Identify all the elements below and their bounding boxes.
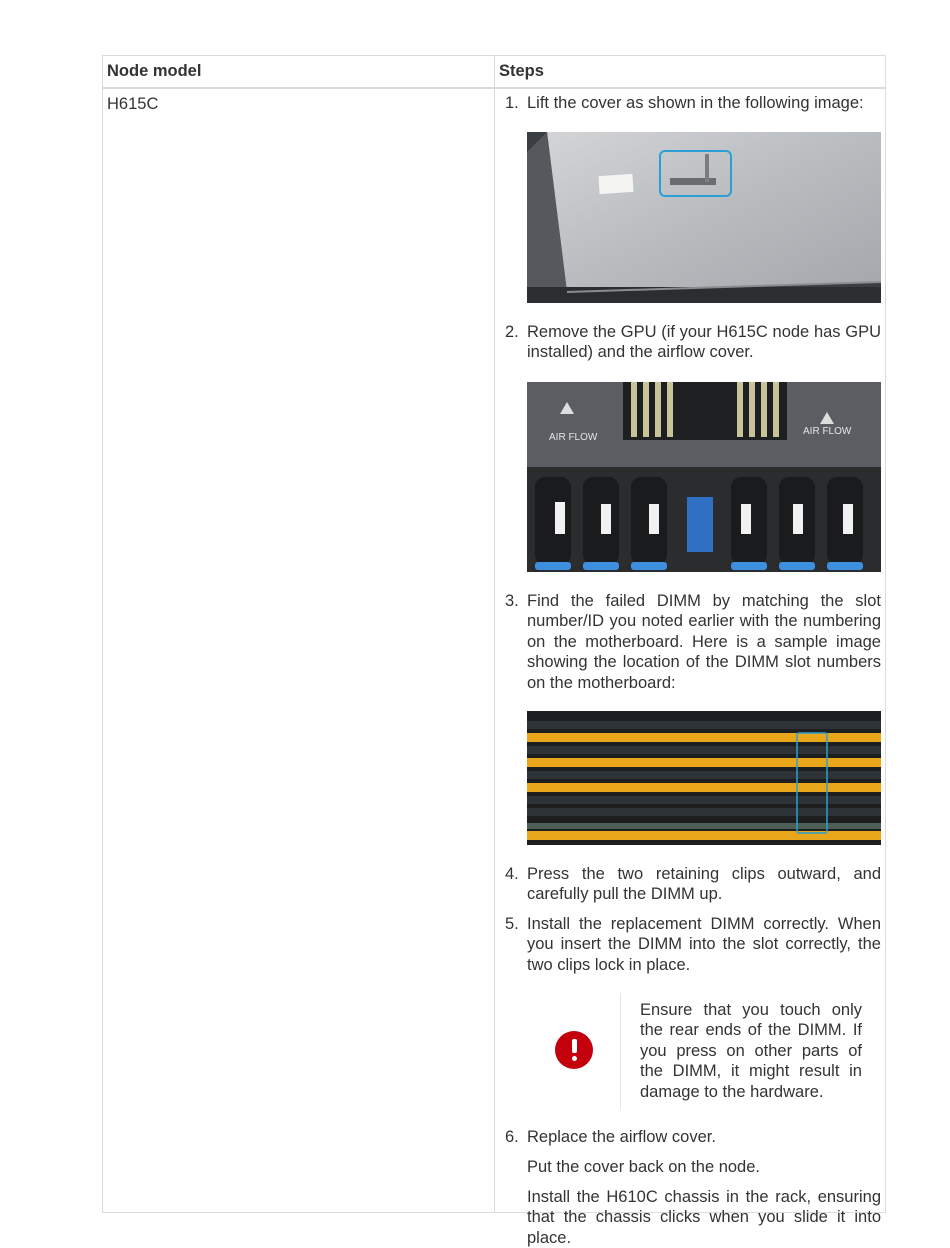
- step-6-number: 6.: [505, 1128, 519, 1146]
- cover-photo: [527, 132, 881, 303]
- warning-icon: [555, 1031, 593, 1069]
- step-4-text: Press the two retaining clips outward, and carefully pull the DIMM up.: [527, 865, 881, 904]
- header-node-model: Node model: [107, 62, 202, 80]
- followup-2: Install the H610C chassis in the rack, ensuring that the chassis clicks when you slide it into place.: [527, 1188, 881, 1247]
- step-3-number: 3.: [505, 592, 519, 610]
- followup-1: Put the cover back on the node.: [527, 1158, 760, 1176]
- step-2-number: 2.: [505, 323, 519, 341]
- warning-text: Ensure that you touch only the rear ends of the DIMM. If you press on other parts of the DIMM, it might result in damage to the hardware.: [640, 1001, 862, 1101]
- step-2-text: Remove the GPU (if your H615C node has GPU installed) and the airflow cover.: [527, 323, 881, 362]
- note-divider: [620, 993, 621, 1109]
- header-steps: Steps: [499, 62, 544, 80]
- step-1-number: 1.: [505, 94, 519, 112]
- step-5-text: Install the replacement DIMM correctly. When you insert the DIMM into the slot correctly, the two clips lock in place.: [527, 915, 881, 974]
- column-divider: [494, 56, 495, 1212]
- step-4-number: 4.: [505, 865, 519, 883]
- warning-note: [527, 993, 881, 1109]
- step-3-text: Find the failed DIMM by matching the slot number/ID you noted earlier with the numbering on the motherboard. Here is a sample image showing the location of the DIMM slot numbers on the motherboard:: [527, 592, 881, 692]
- step-5-number: 5.: [505, 915, 519, 933]
- step-6-text: Replace the airflow cover.: [527, 1128, 716, 1146]
- airflow-label-right: AIR FLOW: [803, 426, 852, 437]
- dimm-slots-photo: [527, 711, 881, 845]
- airflow-label-left: AIR FLOW: [549, 432, 598, 443]
- step-1-text: Lift the cover as shown in the following image:: [527, 94, 864, 112]
- node-model-cell: H615C: [107, 95, 159, 113]
- airflow-cover-photo: [527, 382, 881, 572]
